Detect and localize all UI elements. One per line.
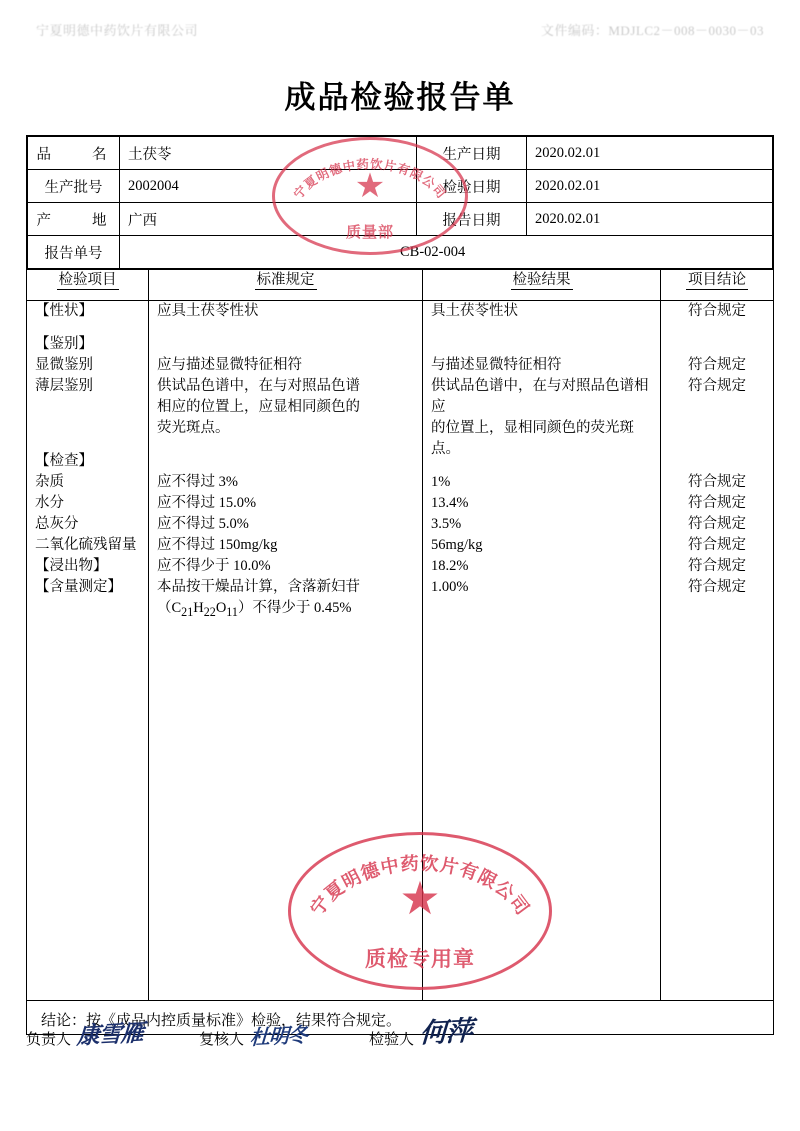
result-value-text: 1.00% [431,579,469,595]
result-standard-text: 应不得过 3% [157,474,238,490]
svg-text:宁夏明德中药饮片有限公司: 宁夏明德中药饮片有限公司 [291,157,449,202]
results-item-column [27,301,149,1000]
result-standard-text: 本品按干燥品计算，含落新妇苷 $(C_{21}H_{22}O_{11})$不得少于 0.45% [157,579,360,619]
column-header-item: 检验项目 [27,270,149,300]
info-table [27,136,773,269]
result-conclusion-text: 符合规定 [688,558,746,574]
result-value-text: 18.2% [431,558,469,574]
origin-value: 广西 [120,203,417,236]
result-item-name: 显微鉴别 [35,357,93,373]
document-header [36,20,764,39]
result-value-text: 供试品色谱中，在与对照品色谱相应 的位置上，显相同颜色的荧光斑点。 [431,378,649,457]
result-value-text: 3.5% [431,516,462,532]
product-name-value: 土茯苓 [120,137,417,170]
result-item-name: 【性状】 [35,303,93,319]
result-conclusion-text [669,334,765,355]
result-standard-text [157,334,414,355]
product-name-label: 品 名 [28,137,120,170]
result-value-text: 1% [431,474,451,490]
result-item-name: 薄层鉴别 [35,378,93,394]
result-item-name: 二氧化硫残留量 [35,537,137,553]
column-header-result: 检验结果 [423,270,661,300]
result-value-text: 具土茯苓性状 [431,303,518,319]
result-item-name: 【含量测定】 [35,579,122,595]
reviewer-signature [199,1010,307,1049]
seal-bottom-text-top: 质量部 [345,225,394,241]
result-standard-text: 应不得过 5.0% [157,516,249,532]
row-spacer [35,439,140,451]
row-spacer [669,439,765,451]
final-conclusion: 结论：按《成品内控质量标准》检验，结果符合规定。 [27,1000,773,1034]
table-row [28,170,773,203]
results-column-headers [27,269,773,300]
result-item-name: 【检查】 [35,453,93,469]
signature-row [26,1010,774,1049]
result-standard-text: 应不得过 15.0% [157,495,257,511]
results-standard-column [149,301,423,1000]
result-value-text [431,451,652,472]
svg-text:宁夏明德中药饮片有限公司: 宁夏明德中药饮片有限公司 [306,853,534,920]
result-standard-text [157,451,414,472]
result-standard-text: 应与描述显微特征相符 [157,357,302,373]
result-item-name: 总灰分 [35,516,79,532]
batch-value: 2002004 [120,170,417,203]
report-no-value: CB-02-004 [120,236,773,269]
result-value-text [431,334,652,355]
inspector-signature [369,1010,472,1049]
origin-label: 产 地 [28,203,120,236]
results-body [27,300,773,1000]
report-sheet [26,135,774,1035]
result-conclusion-text: 符合规定 [688,516,746,532]
result-value-text: 56mg/kg [431,537,483,553]
star-icon: ★ [354,168,386,206]
table-row [28,137,773,170]
owner-signature [26,1010,143,1049]
result-conclusion-text: 符合规定 [688,378,746,394]
result-conclusion-text: 符合规定 [688,357,746,373]
result-standard-text: 应具土茯苓性状 [157,303,259,319]
result-conclusion-text: 符合规定 [688,303,746,319]
result-item-name: 【鉴别】 [35,336,93,352]
inspector-label: 检验人 [369,1032,415,1048]
column-header-conclusion: 项目结论 [688,272,746,288]
row-spacer [157,322,414,334]
table-row [28,203,773,236]
report-no-label: 报告单号 [28,236,120,269]
table-row [28,236,773,269]
report-date-label: 报告日期 [417,203,527,236]
row-spacer [157,439,414,451]
results-conclusion-column [661,301,773,1000]
result-item-name: 杂质 [35,474,64,490]
document-code: 文件编码：MDJLC2－008－0030－03 [540,23,764,38]
result-standard-text: 供试品色谱中，在与对照品色谱 相应的位置上，应显相同颜色的 荧光斑点。 [157,378,360,436]
production-date-value: 2020.02.01 [527,137,773,170]
production-date-label: 生产日期 [417,137,527,170]
result-item-name: 【浸出物】 [35,558,108,574]
page-title: 成品检验报告单 [284,80,516,115]
report-date-value: 2020.02.01 [527,203,773,236]
row-spacer [35,322,140,334]
result-standard-text: 应不得过 150mg/kg [157,537,278,553]
results-result-column [423,301,661,1000]
result-conclusion-text [669,451,765,472]
reviewer-name: 杜明冬 [249,1022,308,1050]
owner-label: 负责人 [26,1032,72,1048]
inspect-date-label: 检验日期 [417,170,527,203]
row-spacer [669,322,765,334]
result-value-text: 13.4% [431,495,469,511]
result-item-name: 水分 [35,495,64,511]
inspector-name: 何萍 [419,1015,473,1050]
result-value-text: 与描述显微特征相符 [431,357,562,373]
result-conclusion-text: 符合规定 [688,474,746,490]
seal-bottom-text-big: 质检专用章 [365,947,475,971]
star-icon: ★ [399,872,441,924]
result-conclusion-text: 符合规定 [688,495,746,511]
result-standard-text: 应不得少于 10.0% [157,558,271,574]
owner-name: 康雪雁 [76,1020,144,1050]
reviewer-label: 复核人 [199,1032,245,1048]
row-spacer [431,322,652,334]
result-conclusion-text: 符合规定 [688,537,746,553]
batch-label: 生产批号 [28,170,120,203]
row-spacer [431,439,652,451]
company-name: 宁夏明德中药饮片有限公司 [36,23,199,38]
inspect-date-value: 2020.02.01 [527,170,773,203]
result-conclusion-text: 符合规定 [688,579,746,595]
column-header-standard: 标准规定 [149,270,423,300]
